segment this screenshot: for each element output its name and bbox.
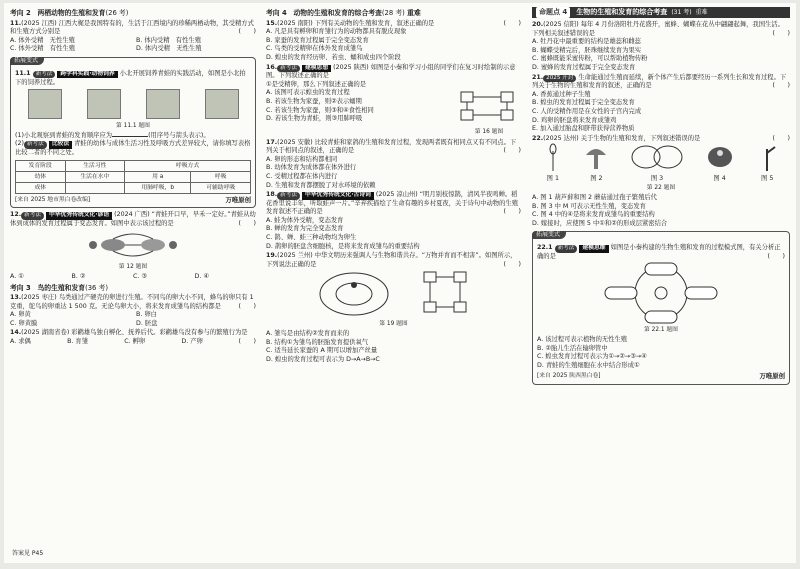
column-middle <box>266 7 521 365</box>
photo-2 <box>87 89 121 119</box>
box-header: 拓展变式 <box>10 57 44 65</box>
reproduction-cycle-diagram <box>537 261 785 325</box>
egg-and-cycle-diagram <box>266 269 521 319</box>
answer-blank[interactable] <box>112 136 148 137</box>
section-title: 考向 3 鸟的生殖和发育(36 考) <box>10 283 108 292</box>
column-left <box>10 7 256 348</box>
cycle-diagram: 第 16 题图 <box>457 89 521 137</box>
section-title: 考向 4 动物的生殖和发育的综合考查(28 考) 重难 <box>266 9 421 17</box>
answer-reference: 答案见 P45 <box>12 550 44 558</box>
comparison-table: 发育阶段 生活习性 呼吸方式 幼体 生活在水中 用 a 呼吸 成体 用肺呼吸，b 可辅助呼吸 <box>15 160 251 194</box>
extension-box: 拓展变式 22.1 新考法 建模思维 如图是小秦构建的生物生殖和发育的过程模式图，有关分析正确的是 ( ) 第 22.1 题图 A. 该过程可表示植物的无性生殖 B. ②胎儿生活在输卵管中 C. 蝗虫发育过程可表示为①→②→③→④ D. 青蛙的生殖细胞在水中结合形成① [来自 2025 陕西黑白卷] 万唯原创 <box>532 231 790 385</box>
question-21: 21. 2025 开封 生命能通过生殖而延续，新个体产生后都要经历一系列生长和发育过程。下列关于生物的生殖和发育的叙述，正确的是 ( ) A. 香蕉通过种子生殖 B. 蝗虫的发育过程属于完全变态发育 C. 人的受精作用是在女性的子宫内完成 D. 鸡卵的胚盘将来发育成雏鸡 E. 加入通过胎盘和脐带获得营养物质 <box>532 73 790 133</box>
frog-photos <box>15 87 251 121</box>
question-11: 11.(2025 江西) 江西大梶是我国特有的，生活于江西境内的珍稀两栖动物，其受精方式和生殖方式分别是 ( ) A. 体外受精 无性生殖 B. 体内受精 有性生殖 C. 体外受精 有性生殖 D. 体内受精 无性生殖 <box>10 19 256 53</box>
exam-page <box>4 3 796 563</box>
frog-cycle-diagram <box>10 228 256 262</box>
question-19: 19.(2025 兰州) 中华文明历来强调人与生物和谐共存。“万物并育而不相害”。如图所示，下列说法正确的是 ( ) 第 19 题图 A. 雏鸟是由结构②发育而来的 B. 结构①为雏鸟的胚胎发育提供氧气 C. 适当延长家蚕的 A 期可以增加产丝量 D. 蝗虫的发育过程可表示为 D→A→B→C <box>266 252 521 363</box>
figure-caption: 第 11.1 题图 <box>116 123 150 130</box>
question-16: 16. 新考法 建模思想 (2025 陕西) 如图是小秦和学习小组的同学们在复习时绘制的示意图。下列叙述正确的是 ①是受精卵，那么下列叙述正确的是 A. 该图可表示蝗虫的发育过程 B. 若该生物为家蚕，则②表示蛹期 C. 若该生物为家蚕，则③和④食性相同 D. 若该生物为青蛙，则③用肺呼吸 第 16 题图 <box>266 64 521 138</box>
extension-box: 拓展变式 11.1 新考法 跨学科实践·动物饲养 小北开展饲养青蛙的实践活动，如图是小北拍下的饲养过程。 第 11.1 题图 (1)小北观察到青蛙的发育顺序应为 (用序号与箭头表示)。 (2) 新考法 比较法 青蛙的幼体与成体生活习性及呼吸方式差异较大，请你填写表格比较二者的不同之处。 发育阶段 生活习性 呼吸方式 幼体 生活在水中 用 a 呼吸 成体 用肺呼吸，b 可辅助呼吸 [来自 2025 地市黑白卷改编] 万唯原创 <box>10 57 256 208</box>
options: A. 体外受精 无性生殖 B. 体内受精 有性生殖 C. 体外受精 有性生殖 D. 体内受精 无性生殖 <box>10 36 202 53</box>
question-12: 12. 新考法 中华优秀传统文化·谚语 (2024 广西) “青蛙开口早，早禾一定好。”青蛙从幼体到成体的发育过程属于变态发育。如图中表示该过程的是 ( ) 第 12 题图 A. ① B. ② C. ③ D. ④ <box>10 211 256 280</box>
column-right <box>532 7 790 388</box>
section-title: 考向 2 两栖动物的生殖和发育(26 考) <box>10 9 129 17</box>
question-13: 13.(2025 枣庄) 鸟类通过产硬壳的卵进行生殖。不同鸟的卵大小不同，蜂鸟的卵只有 1 克重，鸵鸟的卵重达 1 500 克。无论鸟卵大小，将来发育成雏鸟的结构都是 ( ) A. 卵黄 B. 卵白 C. 卵黄膜 D. 胚盘 <box>10 294 256 327</box>
photo-1 <box>28 89 62 119</box>
question-22: 22.(2025 达州) 关于生物的生殖和发育，下列叙述错误的是 ( ) 图 1 图 2 图 3 图 4 图 5 第 22 题图 A. 图 1 葫芦藓和图 2 蘑菇通过孢子繁殖后代 B. 图 3 中 M 可表示无性生殖，变态发育 C. 图 4 中的④是将来发育成雏鸟的重要结构 D. 嫁接时，应使图 5 中①和②的形成层紧密结合 <box>532 134 790 227</box>
question-18: 18. 新考法 中华优秀传统文化·古诗词 (2025 凉山州) “明月别枝惊鹊，清风半夜鸣蝉。稻花香里说丰年，听取蛙声一片。”辛弃疾描绘了生命有趣的乡村夏夜，关于诗句中动物的生殖发育叙述不正确的是 ( ) A. 蛙为体外受精，变态发育 B. 蝉的发育为完全变态发育 C. 鹊、蝉、蛙三种动物均为卵生 D. 鹊卵的胚盘含细胞核，是将来发育成雏鸟的重要结构 <box>266 191 521 250</box>
question-20: 20.(2025 信阳) 每年 4 月份洛阳牡丹花盛开，蜜蜂、蝴蝶在花丛中翩翩起舞，我国生活。下列相关叙述错误的是 ( ) A. 牡丹花中最重要的结构是雄蕊和雌蕊 B. 蝴蝶受精完后，胚珠继续发育为果实 C. 蜜蜂既能采蜜传粉，可以帮助植物传粉 D. 蜜蜂的发育过程属于完全变态发育 <box>532 21 790 71</box>
question-14: 14.(2025 湖南省卷) 彩鹳雄鸟独自孵化、抚养后代。彩鹳雄鸟没有参与的繁殖行为是 ( ) A. 求偶 B. 育雏 C. 孵卵 D. 产卵 <box>10 329 256 346</box>
topic-header: 命题点 4 生物的生殖和发育的综合考查 (31 考) 重难 <box>532 7 790 18</box>
five-figures: 图 1 图 2 图 3 图 4 图 5 <box>532 143 790 183</box>
photo-3 <box>146 89 180 119</box>
question-17: 17.(2025 安徽) 比较青蛙和家鸽的生殖和发育过程，发现两者既有相同点又有不同点。下列关于相同点的叙述，正确的是 ( ) A. 卵的形态和结构都相同 B. 幼体发育为成体都在体外进行 C. 受精过程都在体内进行 D. 生殖和发育都摆脱了对水环境的依赖 <box>266 138 521 189</box>
question-15: 15.(2025 南阳) 下列有关动物的生殖和发育，叙述正确的是 ( ) A. 凡是具有孵卵和育雏行为的动物都具有脱皮现象 B. 家蚕的发育过程属于完全变态发育 C. 鸟类的受精卵在体外发育成雏鸟 D. 蝗虫的发育经历卵、若虫、蛹和成虫四个阶段 <box>266 19 521 61</box>
photo-4 <box>205 89 239 119</box>
